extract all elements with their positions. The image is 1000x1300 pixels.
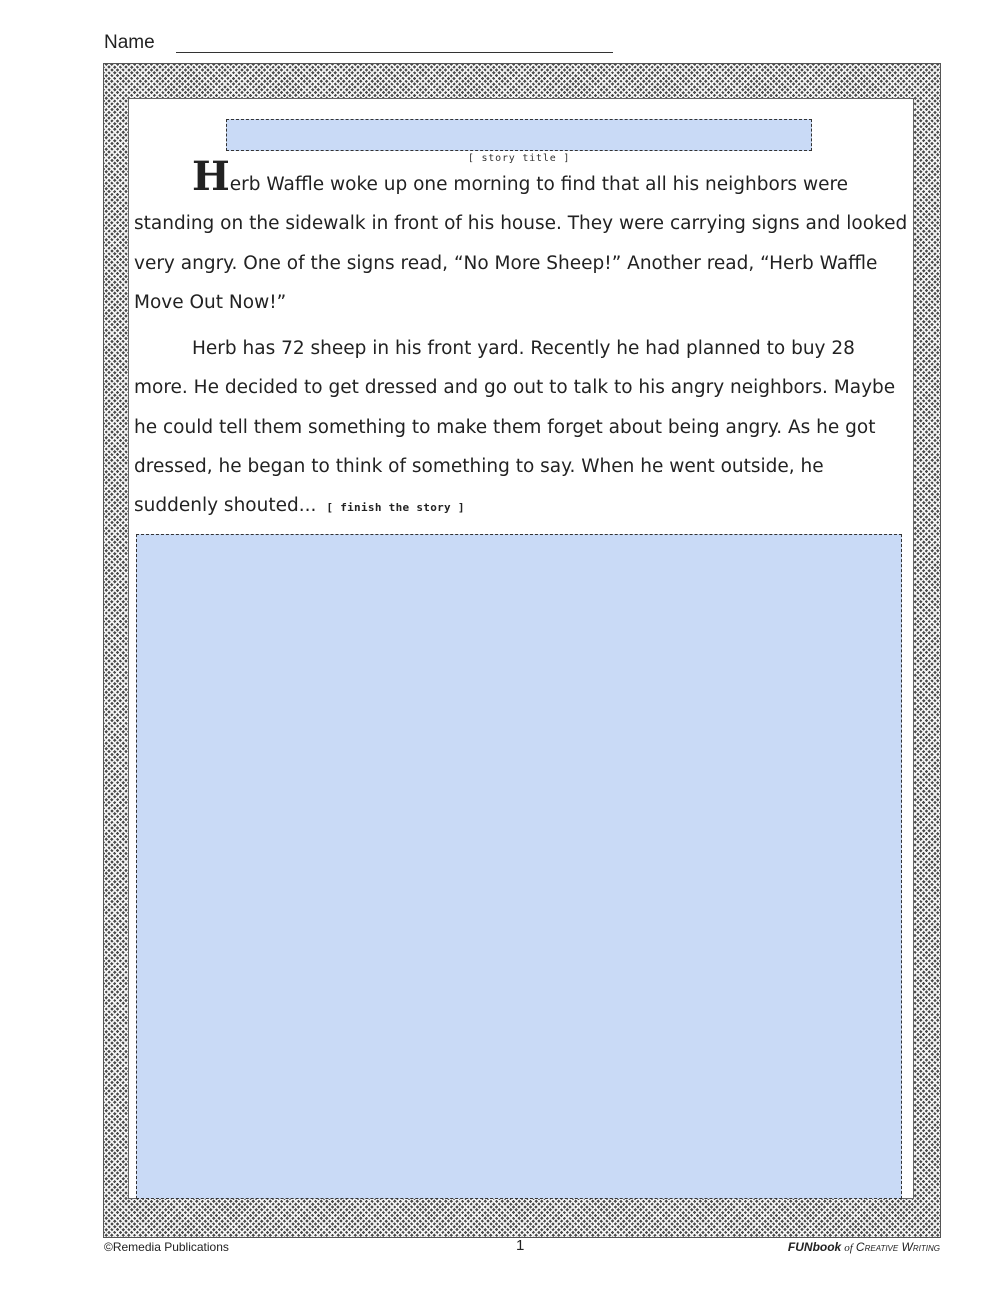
book-title-funbook: FUNbook <box>787 1240 842 1254</box>
publisher-credit: ©Remedia Publications <box>104 1240 229 1254</box>
name-line[interactable] <box>176 52 613 53</box>
book-title <box>788 1240 940 1254</box>
page-number: 1 <box>516 1237 525 1254</box>
story-paragraph-2-text: Herb has 72 sheep in his front yard. Recently he had planned to buy 28 more. He decided to get dressed and go out to talk to his angry neighbors. Maybe he could tell them something to make them forget about being angry. As he got dressed, he began to think of something to say. When he went outside, he suddenly shouted... <box>134 338 896 517</box>
name-row <box>104 30 624 60</box>
story-paragraph-2 <box>134 329 909 527</box>
finish-story-caption: [ finish the story ] <box>326 501 465 515</box>
story-answer-field[interactable] <box>136 534 902 1199</box>
worksheet-page <box>128 98 914 1199</box>
story-title-field[interactable] <box>226 119 812 151</box>
story-paragraph-1-text: erb Waffle woke up one morning to find that all his neighbors were standing on the sidewalk in front of his house. They were carrying signs and looked very angry. One of the signs read, “No More Sheep!” Another read, “Herb Waffle Move Out Now!” <box>134 174 908 313</box>
name-label: Name <box>104 32 155 53</box>
book-title-creative-writing: Creative Writing <box>855 1240 940 1254</box>
book-title-of: of <box>844 1242 853 1254</box>
drop-cap-letter: H <box>192 153 230 200</box>
decorative-border-frame <box>103 63 941 1238</box>
story-title-caption: [ story title ] <box>467 153 571 164</box>
